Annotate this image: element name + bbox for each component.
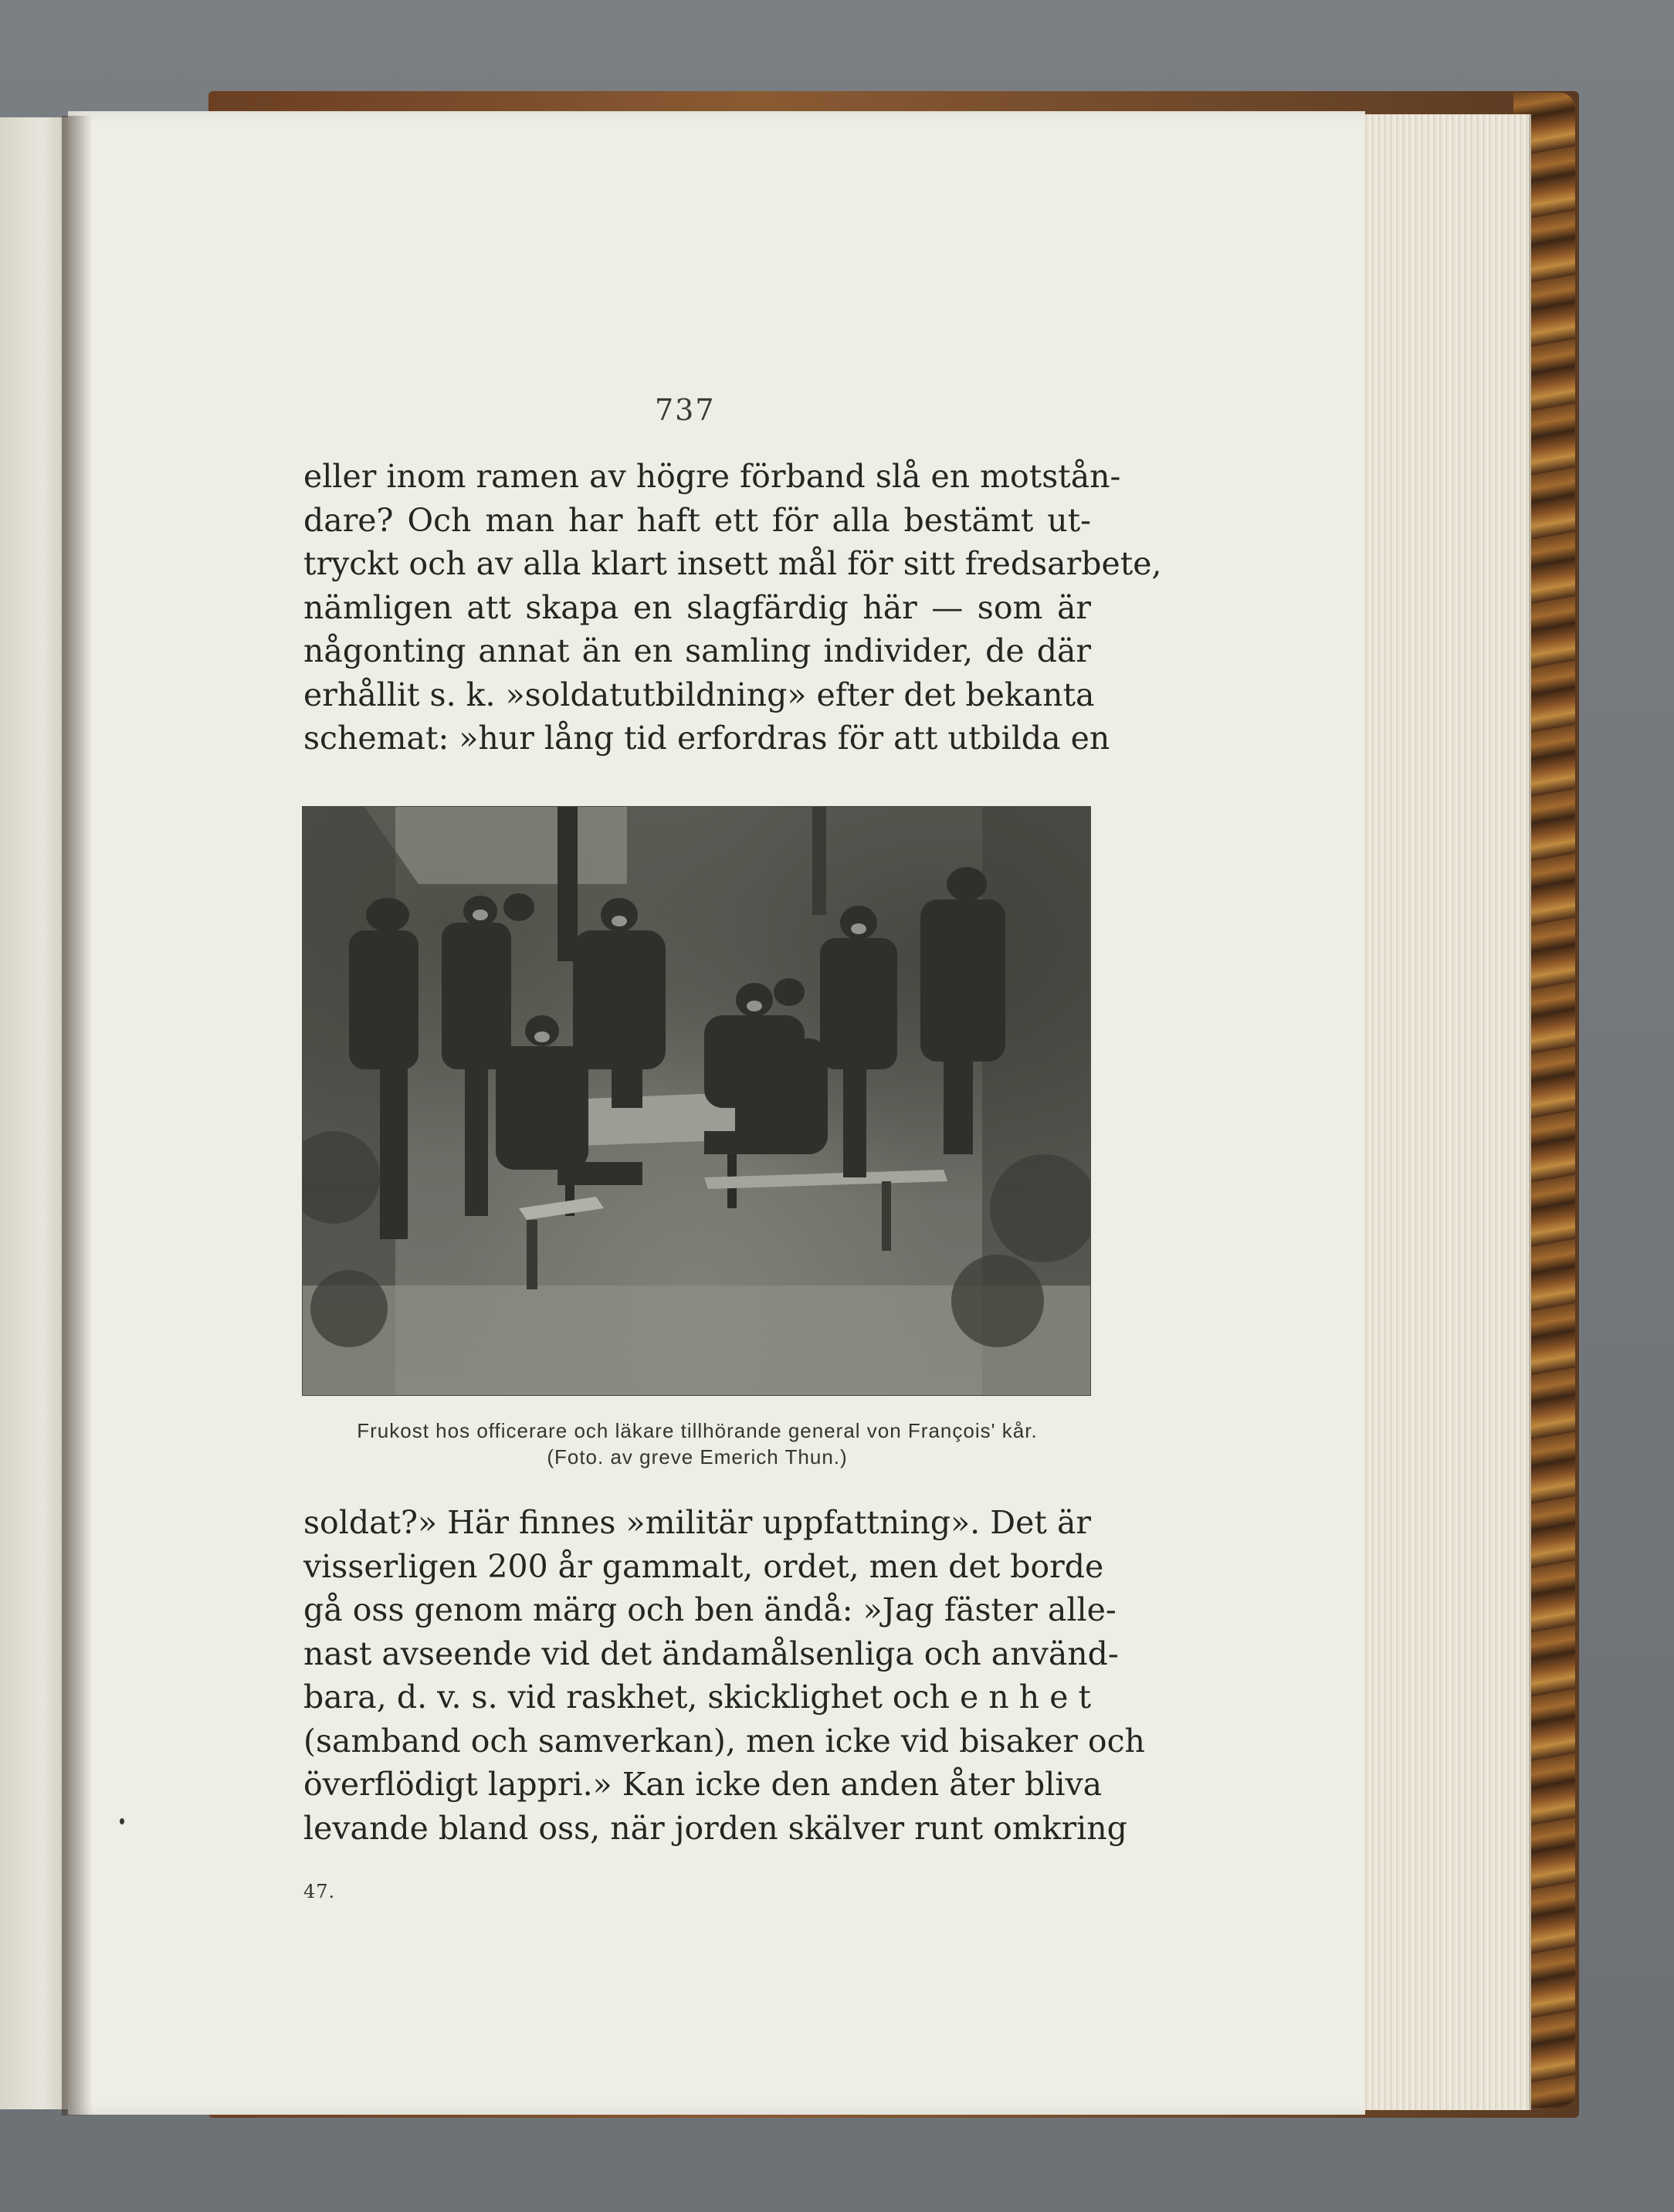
- figure-credit: (Foto. av greve Emerich Thun.): [547, 1445, 848, 1468]
- photograph-officers-breakfast: [302, 806, 1091, 1396]
- text-line: tryckt och av alla klart insett mål för sitt fredsarbete,: [303, 545, 1162, 582]
- text-line: överflödigt lappri.» Kan icke den anden åter bliva: [303, 1766, 1103, 1803]
- text-line: eller inom ramen av högre förband slå en motstån-: [303, 458, 1121, 495]
- text-line: soldat?» Här finnes »militär uppfattning». Det är: [303, 1504, 1091, 1541]
- text-line: (samband och samverkan), men icke vid bisaker och: [303, 1722, 1145, 1760]
- gutter-shadow: [62, 116, 93, 2115]
- left-page-edge: [0, 117, 71, 2109]
- text-line: schemat: »hur lång tid erfordras för att utbilda en: [303, 720, 1110, 757]
- text-line: erhållit s. k. »soldatutbildning» efter det bekanta: [303, 676, 1095, 713]
- text-line: nämligen att skapa en slagfärdig här — som är: [303, 588, 1091, 626]
- text-line: levande bland oss, när jorden skälver runt omkring: [303, 1809, 1127, 1847]
- ink-speck: [120, 1818, 124, 1824]
- figure-caption: Frukost hos officerare och läkare tillhörande general von François' kår.: [357, 1419, 1038, 1442]
- text-line: gå oss genom märg och ben ändå: »Jag fäster alle-: [303, 1591, 1117, 1628]
- text-line: visserligen 200 år gammalt, ordet, men det borde: [303, 1547, 1104, 1585]
- book-page: [68, 111, 1365, 2115]
- paragraph-top: [303, 455, 1162, 760]
- text-line: dare? Och man har haft ett för alla bestämt ut-: [303, 501, 1091, 539]
- signature-mark: 47.: [303, 1881, 336, 1902]
- page-stack-edges: [1344, 114, 1531, 2110]
- page-number: 737: [655, 393, 716, 427]
- paragraph-bottom: [303, 1501, 1145, 1850]
- text-line: någonting annat än en samling individer, de där: [303, 632, 1091, 669]
- text-line: bara, d. v. s. vid raskhet, skicklighet och e n h e t: [303, 1678, 1091, 1716]
- text-line: nast avseende vid det ändamålsenliga och använd-: [303, 1634, 1119, 1672]
- photo-illustration: [303, 807, 1090, 1395]
